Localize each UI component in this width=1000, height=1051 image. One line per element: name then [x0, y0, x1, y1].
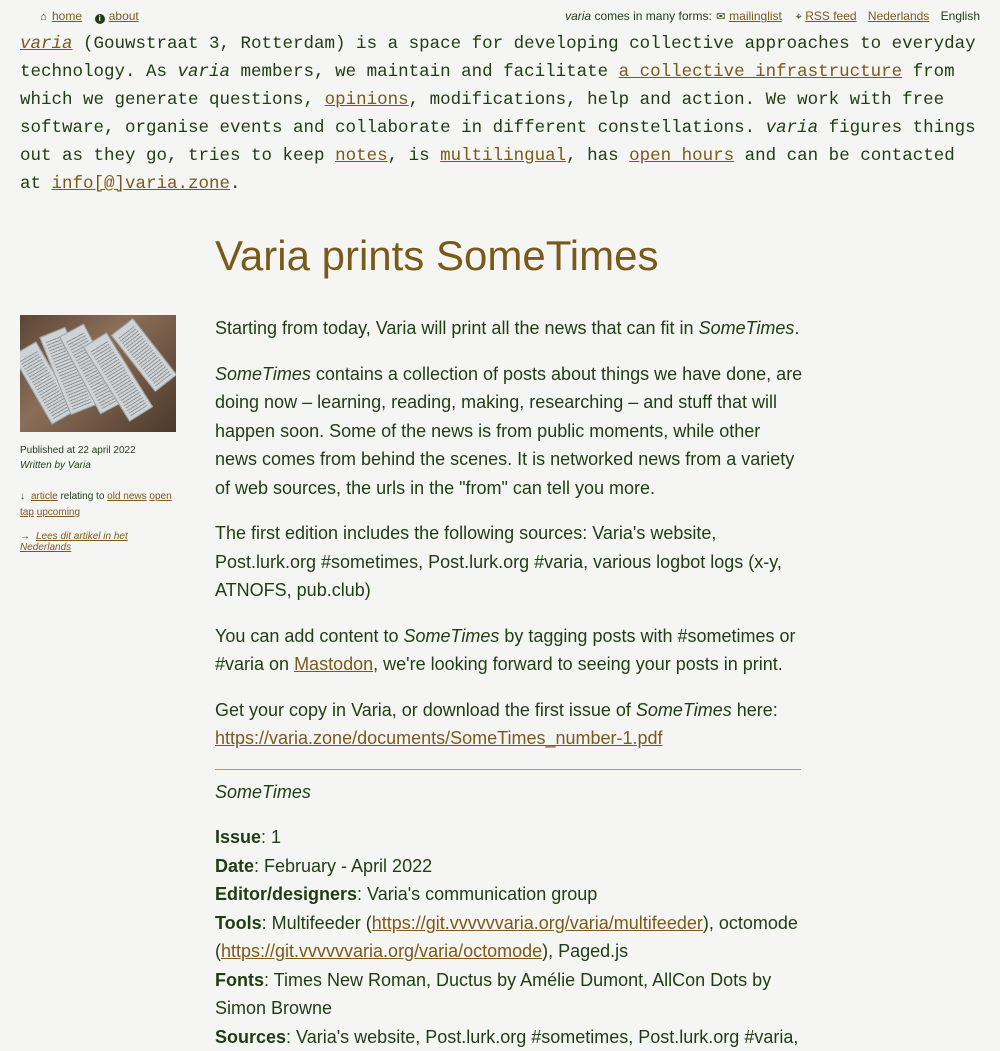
paragraph-1: Starting from today, Varia will print all the news that can fit in SomeTimes.: [215, 314, 805, 343]
home-icon: ⌂: [38, 11, 49, 23]
article-title: Varia prints SomeTimes: [215, 226, 805, 286]
intro-brand: varia: [178, 62, 231, 82]
intro-part: from which we generate questions,: [20, 62, 955, 110]
intro-brand: varia: [766, 118, 819, 138]
article-body: [215, 226, 805, 1051]
translation-link-row: [20, 531, 176, 553]
top-bar: [0, 8, 1000, 26]
infrastructure-link[interactable]: a collective infrastructure: [619, 62, 903, 82]
intro-text: [20, 30, 980, 198]
top-nav: [38, 9, 139, 24]
author: Written by Varia: [20, 458, 176, 473]
intro-part: , is: [388, 146, 441, 166]
dutch-article-link[interactable]: Lees dit artikel in het Nederlands: [20, 531, 128, 553]
tag-old-news[interactable]: old news: [107, 491, 146, 502]
octomode-link[interactable]: https://git.vvvvvvaria.org/varia/octomode: [221, 941, 542, 961]
tag-article[interactable]: article: [31, 491, 58, 502]
article-tags: [20, 489, 176, 521]
editor-row: Editor/designers: Varia's communication group: [215, 880, 805, 909]
rss-link[interactable]: RSS feed: [805, 9, 856, 23]
forms-text: comes in many forms:: [594, 9, 711, 23]
info-icon: i: [95, 14, 105, 24]
published-date: Published at 22 april 2022: [20, 443, 176, 458]
opinions-link[interactable]: opinions: [325, 90, 409, 110]
article-sidebar: [20, 315, 176, 553]
article-thumbnail: [20, 315, 176, 432]
forms-brand: varia: [565, 9, 591, 23]
date-row: Date: February - April 2022: [215, 852, 805, 881]
intro-part: .: [230, 174, 241, 194]
mastodon-link[interactable]: Mastodon: [294, 654, 373, 674]
notes-link[interactable]: notes: [335, 146, 388, 166]
paragraph-4: You can add content to SomeTimes by tagging posts with #sometimes or #varia on Mastodon, we're looking forward to seeing your posts in print.: [215, 622, 805, 679]
article-meta: [20, 443, 176, 473]
open-hours-link[interactable]: open hours: [629, 146, 734, 166]
home-link[interactable]: home: [52, 9, 82, 23]
issue-row: Issue: 1: [215, 823, 805, 852]
arrow-down-icon: ↓: [20, 491, 25, 502]
fonts-row: Fonts: Times New Roman, Ductus by Amélie Dumont, AllCon Dots by Simon Browne: [215, 966, 805, 1023]
intro-part: figures things out as they go, tries to keep: [20, 118, 976, 166]
lang-nl-link[interactable]: Nederlands: [868, 9, 929, 23]
rss-icon: ⌖: [793, 11, 804, 24]
arrow-right-icon: →: [20, 531, 30, 542]
sometimes-heading: SomeTimes: [215, 778, 805, 807]
lang-en-current: English: [941, 9, 980, 23]
intro-part: and can be contacted at: [20, 146, 955, 194]
about-link[interactable]: about: [109, 9, 139, 23]
multilingual-link[interactable]: multilingual: [440, 146, 566, 166]
paragraph-5: Get your copy in Varia, or download the first issue of SomeTimes here: https://varia.zone/documents/SomeTimes_number-1.pdf: [215, 696, 805, 753]
tag-open-tap[interactable]: open tap: [20, 491, 172, 518]
intro-part: (Gouwstraat 3, Rotterdam) is a space for developing collective approaches to everyday technology. As: [20, 34, 976, 82]
pdf-download-link[interactable]: https://varia.zone/documents/SomeTimes_number-1.pdf: [215, 728, 663, 748]
colophon: [215, 823, 805, 1051]
intro-part: members, we maintain and facilitate: [230, 62, 619, 82]
divider: [215, 769, 801, 770]
sources-row: Sources: Varia's website, Post.lurk.org #sometimes, Post.lurk.org #varia,: [215, 1023, 805, 1051]
multifeeder-link[interactable]: https://git.vvvvvvaria.org/varia/multifeeder: [372, 913, 703, 933]
envelope-icon: ✉: [715, 10, 726, 23]
paragraph-2: SomeTimes contains a collection of posts about things we have done, are doing now – learning, reading, making, researching – and stuff that will happen soon. Some of the news is from public moments, while other news comes from behind the scenes. It is networked news from a variety of web sources, the urls in the "from" can tell you more.: [215, 360, 805, 503]
top-forms: [565, 9, 980, 24]
intro-part: , has: [566, 146, 629, 166]
tools-row: Tools: Multifeeder (https://git.vvvvvvaria.org/varia/multifeeder), octomode (https://git.vvvvvvaria.org/varia/octomode), Paged.js: [215, 909, 805, 966]
mailinglist-link[interactable]: mailinglist: [729, 9, 782, 23]
intro-part: , modifications, help and action. We work with free software, organise events and collaborate in different constellations.: [20, 90, 944, 138]
relating-text: relating to: [58, 491, 107, 502]
email-link[interactable]: info[@]varia.zone: [52, 174, 231, 194]
paragraph-3: The first edition includes the following sources: Varia's website, Post.lurk.org #sometimes, Post.lurk.org #varia, various logbot logs (x-y, ATNOFS, pub.club): [215, 519, 805, 605]
varia-brand-link[interactable]: varia: [20, 34, 73, 54]
tag-upcoming[interactable]: upcoming: [37, 507, 80, 518]
